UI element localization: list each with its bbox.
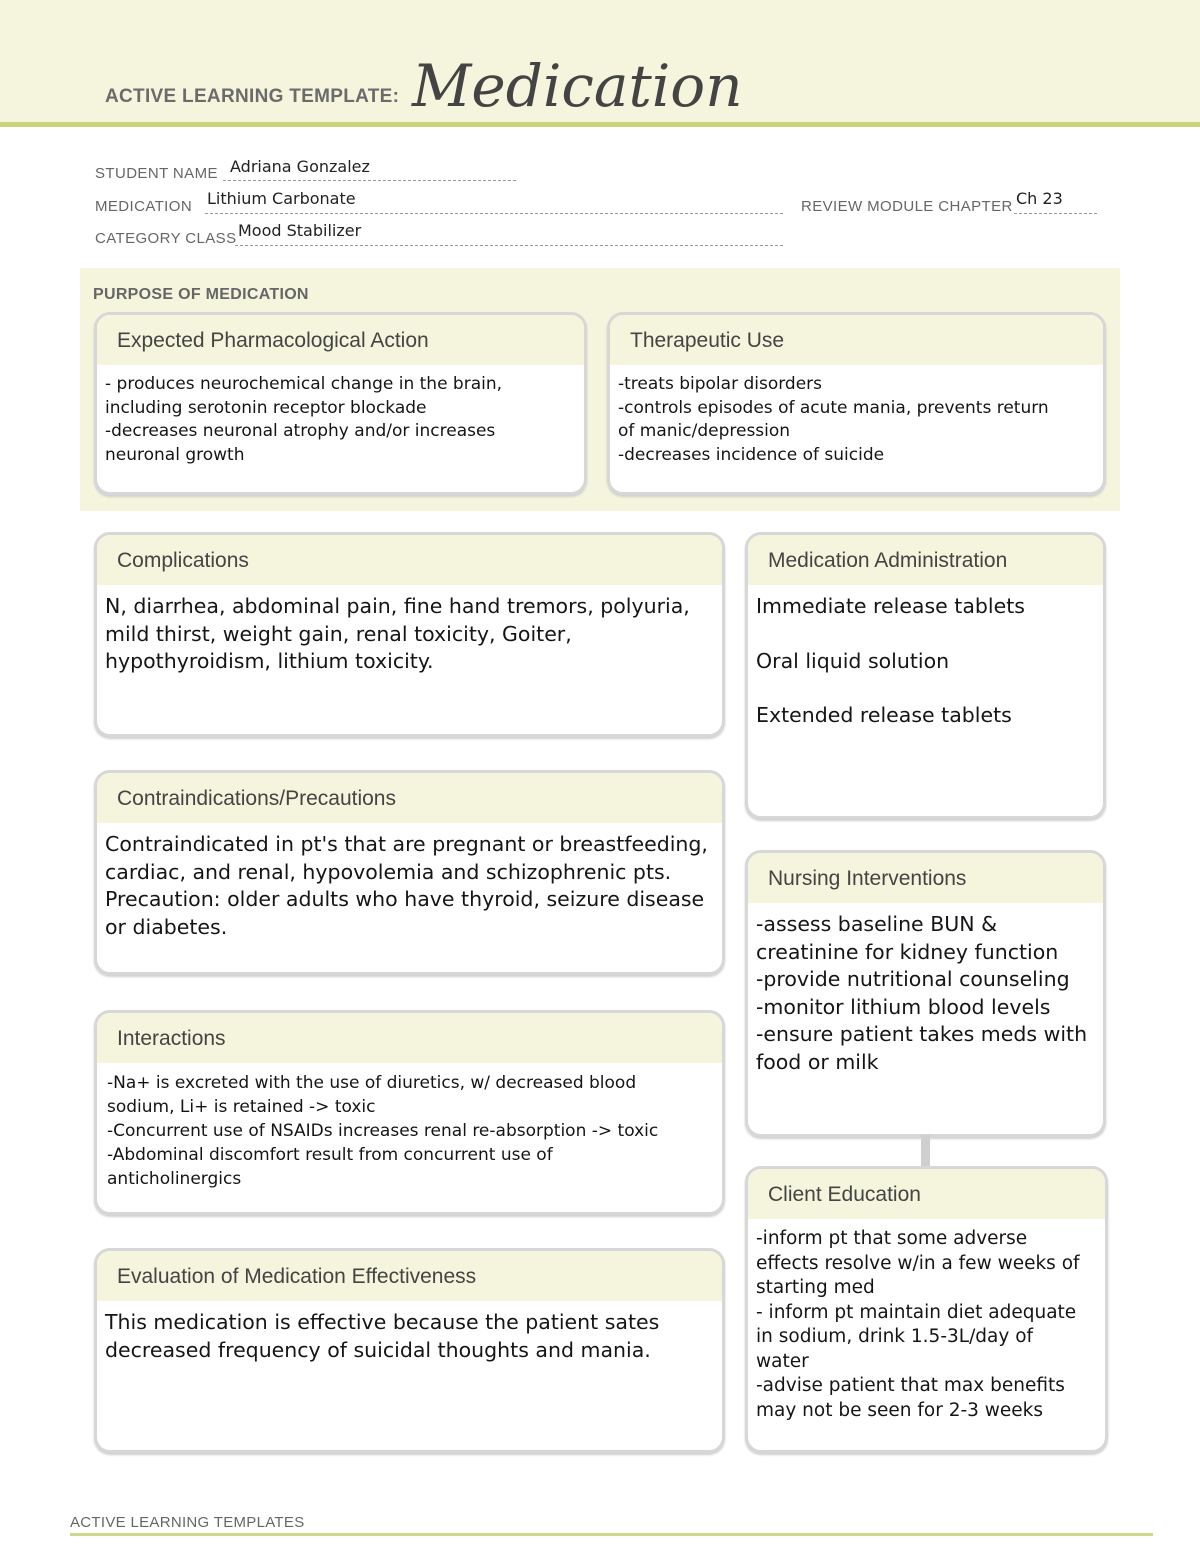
administration-list[interactable]	[748, 585, 1103, 730]
expected-action-title: Expected Pharmacological Action	[97, 315, 584, 365]
review-module-label: REVIEW MODULE CHAPTER	[801, 198, 1013, 215]
nursing-interventions-card	[745, 850, 1106, 1137]
expected-action-text[interactable]: - produces neurochemical change in the brain, including serotonin receptor blockade -decreases neuronal atrophy and/or increases neuronal growth	[105, 374, 503, 465]
administration-card	[745, 532, 1106, 819]
administration-title: Medication Administration	[748, 535, 1103, 585]
therapeutic-use-title: Therapeutic Use	[610, 315, 1103, 365]
complications-text[interactable]: N, diarrhea, abdominal pain, fine hand tremors, polyuria, mild thirst, weight gain, renal toxicity, Goiter, hypothyroidism, lithium toxicity.	[105, 594, 690, 673]
card-connector	[921, 1135, 930, 1167]
contraindications-card	[94, 770, 725, 975]
administration-item: Immediate release tablets	[756, 594, 1025, 618]
client-education-text[interactable]: -inform pt that some adverse effects resolve w/in a few weeks of starting med - inform pt maintain diet adequate in sodium, drink 1.5-3L/day of water -advise patient that max benefits may not be seen for 2-3 weeks	[756, 1228, 1080, 1421]
footer-rule	[70, 1533, 1153, 1536]
medication-field[interactable]: Lithium Carbonate	[207, 189, 356, 208]
review-module-field[interactable]: Ch 23	[1016, 189, 1063, 208]
contraindications-text[interactable]: Contraindicated in pt's that are pregnant or breastfeeding, cardiac, and renal, hypovolemia and schizophrenic pts. Precaution: older adults who have thyroid, seizure disease or diabetes.	[105, 832, 708, 939]
category-class-label: CATEGORY CLASS	[95, 230, 237, 247]
nursing-interventions-title: Nursing Interventions	[748, 853, 1103, 903]
medication-label: MEDICATION	[95, 198, 193, 215]
purpose-label: PURPOSE OF MEDICATION	[93, 286, 309, 303]
administration-item: Oral liquid solution	[756, 648, 950, 673]
template-label: ACTIVE LEARNING TEMPLATE:	[105, 86, 400, 107]
interactions-title: Interactions	[97, 1013, 722, 1063]
evaluation-title: Evaluation of Medication Effectiveness	[97, 1251, 722, 1301]
therapeutic-use-card	[607, 312, 1106, 495]
student-name-label: STUDENT NAME	[95, 165, 218, 182]
evaluation-text[interactable]: This medication is effective because the patient sates decreased frequency of suicidal thoughts and mania.	[105, 1310, 660, 1362]
complications-title: Complications	[97, 535, 722, 585]
review-module-underline	[1014, 213, 1097, 214]
category-class-underline	[235, 245, 783, 246]
contraindications-title: Contraindications/Precautions	[97, 773, 722, 823]
administration-item: Extended release tablets	[756, 703, 1012, 727]
student-name-field[interactable]: Adriana Gonzalez	[230, 157, 370, 176]
interactions-text[interactable]: -Na+ is excreted with the use of diuretics, w/ decreased blood sodium, Li+ is retained -> toxic -Concurrent use of NSAIDs increases renal re-absorption -> toxic -Abdominal discomfort result from concurrent use of anticholinergics	[107, 1073, 659, 1189]
student-name-underline	[223, 180, 516, 181]
expected-action-card	[94, 312, 587, 495]
footer-label: ACTIVE LEARNING TEMPLATES	[70, 1514, 305, 1531]
client-education-card	[745, 1166, 1108, 1453]
interactions-card	[94, 1010, 725, 1215]
template-title: Medication	[412, 52, 743, 120]
header-rule	[0, 122, 1200, 127]
nursing-interventions-text[interactable]: -assess baseline BUN & creatinine for kidney function -provide nutritional counseling -monitor lithium blood levels -ensure patient takes meds with food or milk	[756, 912, 1088, 1074]
medication-underline	[205, 213, 783, 214]
evaluation-card	[94, 1248, 725, 1453]
client-education-title: Client Education	[748, 1169, 1105, 1219]
category-class-field[interactable]: Mood Stabilizer	[238, 221, 362, 240]
therapeutic-use-text[interactable]: -treats bipolar disorders -controls episodes of acute mania, prevents return of manic/depression -decreases incidence of suicide	[618, 374, 1049, 465]
complications-card	[94, 532, 725, 737]
